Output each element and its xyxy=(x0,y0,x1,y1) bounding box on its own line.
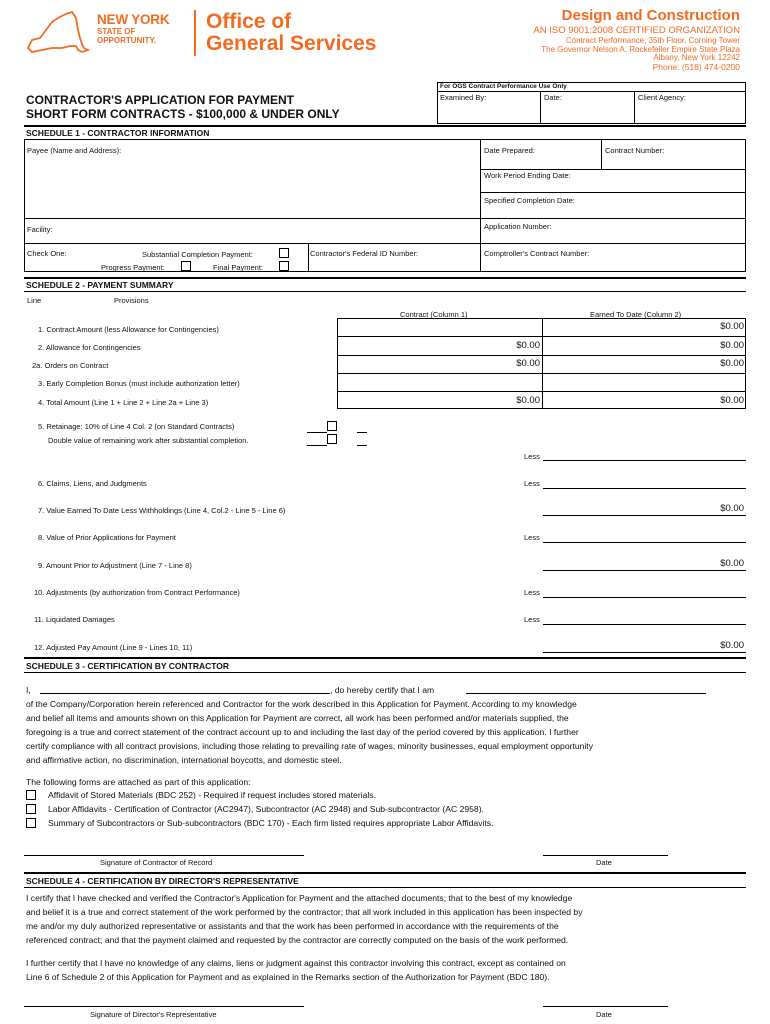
contractor-date-label: Date xyxy=(596,858,612,867)
line2a-col2-value[interactable]: $0.00 xyxy=(720,358,744,369)
forms-intro: The following forms are attached as part of this application: xyxy=(26,777,251,787)
substantial-completion-label: Substantial Completion Payment: xyxy=(142,250,253,259)
form1-label: Affidavit of Stored Materials (BDC 252) - Required if request includes stored materials. xyxy=(48,790,376,800)
line2-label: 2. Allowance for Contingencies xyxy=(38,343,141,352)
line2a-label: 2a. Orders on Contract xyxy=(32,361,109,370)
new-york-state-map-icon xyxy=(22,8,90,58)
retainage-double-checkbox[interactable] xyxy=(327,434,337,444)
examined-by-field[interactable]: Examined By: xyxy=(440,93,487,102)
line5-less: Less xyxy=(524,452,540,461)
certify-i: I, xyxy=(26,685,31,695)
federal-id-field[interactable]: Contractor's Federal ID Number: xyxy=(310,249,419,258)
line11-less: Less xyxy=(524,615,540,624)
line9-value[interactable]: $0.00 xyxy=(720,558,744,569)
s4-para2-line2: Line 6 of Schedule 2 of this Application for Payment and as explained in the Remarks section of the Authorization for Payment (BDC 180). xyxy=(26,972,550,982)
form3-label: Summary of Subcontractors or Sub-subcontractors (BDC 170) - Each firm listed requires appropriate Labor Affidavits. xyxy=(48,818,494,828)
ny-logo-line1: NEW YORK xyxy=(97,12,170,27)
line7-label: 7. Value Earned To Date Less Withholdings (Line 4, Col.2 - Line 5 - Line 6) xyxy=(38,506,286,515)
contractor-date-line[interactable] xyxy=(543,855,668,856)
s3-para-line5: and affirmative action, no discrimination, international boycotts, and domestic steel. xyxy=(26,755,342,765)
final-payment-label: Final Payment: xyxy=(213,263,264,272)
s3-para-line4: certify compliance with all contract provisions, including those relating to prevailing rate of wages, minority businesses, equal employment opportunity xyxy=(26,741,593,751)
final-payment-checkbox[interactable] xyxy=(279,261,289,271)
summary-subcontractors-checkbox[interactable] xyxy=(26,818,36,828)
ogs-name-line2: General Services xyxy=(206,32,377,55)
line8-label: 8. Value of Prior Applications for Payment xyxy=(38,533,176,542)
line2a-col1-value[interactable]: $0.00 xyxy=(516,358,540,369)
director-date-line[interactable] xyxy=(543,1006,668,1007)
line4-col2-value[interactable]: $0.00 xyxy=(720,395,744,406)
director-date-label: Date xyxy=(596,1010,612,1019)
form2-label: Labor Affidavits - Certification of Contractor (AC2947), Subcontractor (AC 2948) and Sub-subcontractor (AC 2958). xyxy=(48,804,484,814)
line6-less: Less xyxy=(524,479,540,488)
date-prepared-field[interactable]: Date Prepared: xyxy=(484,146,535,155)
contractor-name-line[interactable] xyxy=(40,693,330,694)
ogs-name-line1: Office of xyxy=(206,10,292,33)
s4-para-line2: and belief it is a true and correct statement of the work performed by the contractor; that all work included in this application has been inspected by xyxy=(26,907,583,917)
line12-value[interactable]: $0.00 xyxy=(720,640,744,651)
phone: Phone: (518) 474-0200 xyxy=(652,62,740,72)
progress-payment-checkbox[interactable] xyxy=(181,261,191,271)
facility-field[interactable]: Facility: xyxy=(27,225,53,234)
form-title-line1: CONTRACTOR'S APPLICATION FOR PAYMENT xyxy=(26,93,294,107)
line10-less: Less xyxy=(524,588,540,597)
substantial-completion-checkbox[interactable] xyxy=(279,248,289,258)
progress-payment-label: Progress Payment: xyxy=(101,263,165,272)
contractor-signature-label: Signature of Contractor of Record xyxy=(100,858,213,867)
line1-col2-value[interactable]: $0.00 xyxy=(720,321,744,332)
address-line1: Contract Performance, 35th Floor, Corning Tower xyxy=(565,36,740,45)
contract-number-field[interactable]: Contract Number: xyxy=(605,146,665,155)
contractor-title-line[interactable] xyxy=(466,693,706,694)
address-line2: The Governor Nelson A. Rockefeller Empire State Plaza xyxy=(541,45,740,54)
ny-logo-line3: OPPORTUNITY. xyxy=(97,36,157,45)
s4-para2-line1: I further certify that I have no knowledge of any claims, liens or judgment against this contractor involving this contract, except as contained on xyxy=(26,958,566,968)
s3-para-line2: and belief all items and amounts shown on this Application for Payment are correct, all work has been performed and/or materials supplied, the xyxy=(26,713,569,723)
check-one-label: Check One: xyxy=(27,249,67,258)
s3-para-line3: foregoing is a true and correct statement of the contract account up to and including the last day of the period covered by this application. I further xyxy=(26,727,579,737)
s3-para-line1: of the Company/Corporation herein referenced and Contractor for the work described in this Application for Payment. According to my knowledge xyxy=(26,699,577,709)
line12-label: 12. Adjusted Pay Amount (Line 9 - Lines 10, 11) xyxy=(34,643,193,652)
dc-cert: AN ISO 9001:2008 CERTIFIED ORGANIZATION xyxy=(533,25,740,36)
col-line-header: Line xyxy=(27,296,42,305)
labor-affidavits-checkbox[interactable] xyxy=(26,804,36,814)
form-title-line2: SHORT FORM CONTRACTS - $100,000 & UNDER ONLY xyxy=(26,107,340,121)
line2-col1-value[interactable]: $0.00 xyxy=(516,340,540,351)
line7-value[interactable]: $0.00 xyxy=(720,503,744,514)
s4-para-line4: referenced contract; and that the payment claimed and requested by the contractor are correctly computed on the basis of the work performed. xyxy=(26,935,569,945)
schedule4-heading: SCHEDULE 4 - CERTIFICATION BY DIRECTOR'S REPRESENTATIVE xyxy=(26,876,299,886)
work-period-field[interactable]: Work Period Ending Date: xyxy=(484,171,571,180)
certify-text: , do hereby certify that I am xyxy=(330,685,435,695)
line3-label: 3. Early Completion Bonus (must include authorization letter) xyxy=(38,379,240,388)
client-agency-field[interactable]: Client Agency: xyxy=(638,93,686,102)
contractor-signature-line[interactable] xyxy=(24,855,304,856)
schedule3-heading: SCHEDULE 3 - CERTIFICATION BY CONTRACTOR xyxy=(26,661,230,671)
comptroller-contract-field[interactable]: Comptroller's Contract Number: xyxy=(484,249,590,258)
line8-less: Less xyxy=(524,533,540,542)
ny-logo-line2: STATE OF xyxy=(97,27,136,36)
address-line3: Albany, New York 12242 xyxy=(653,53,740,62)
line10-label: 10. Adjustments (by authorization from Contract Performance) xyxy=(34,588,240,597)
line4-label: 4. Total Amount (Line 1 + Line 2 + Line 2a + Line 3) xyxy=(38,398,209,407)
application-number-field[interactable]: Application Number: xyxy=(484,222,552,231)
s4-para-line1: I certify that I have checked and verified the Contractor's Application for Payment and the attached documents; that to the best of my knowledge xyxy=(26,893,573,903)
line2-col2-value[interactable]: $0.00 xyxy=(720,340,744,351)
line4-col1-value[interactable]: $0.00 xyxy=(516,395,540,406)
line5-label: 5. Retainage: 10% of Line 4 Col. 2 (on Standard Contracts) xyxy=(38,422,235,431)
col1-header: Contract (Column 1) xyxy=(400,310,468,319)
line5b-label: Double value of remaining work after substantial completion. xyxy=(48,436,249,445)
director-signature-line[interactable] xyxy=(24,1006,304,1007)
line9-label: 9. Amount Prior to Adjustment (Line 7 - Line 8) xyxy=(38,561,192,570)
affidavit-stored-materials-checkbox[interactable] xyxy=(26,790,36,800)
ogs-box-heading: For OGS Contract Performance Use Only xyxy=(440,83,567,90)
line11-label: 11. Liquidated Damages xyxy=(34,615,115,624)
schedule1-heading: SCHEDULE 1 - CONTRACTOR INFORMATION xyxy=(26,128,210,138)
col-provisions-header: Provisions xyxy=(114,296,149,305)
ogs-date-field[interactable]: Date: xyxy=(544,93,562,102)
dc-title: Design and Construction xyxy=(561,7,740,24)
line6-label: 6. Claims, Liens, and Judgments xyxy=(38,479,147,488)
col2-header: Earned To Date (Column 2) xyxy=(590,310,682,319)
retainage-10pct-checkbox[interactable] xyxy=(327,421,337,431)
director-signature-label: Signature of Director's Representative xyxy=(90,1010,217,1019)
payee-field[interactable]: Payee (Name and Address): xyxy=(27,146,122,155)
schedule2-heading: SCHEDULE 2 - PAYMENT SUMMARY xyxy=(26,280,174,290)
line1-label: 1. Contract Amount (less Allowance for Contingencies) xyxy=(38,325,219,334)
specified-completion-field[interactable]: Specified Completion Date: xyxy=(484,196,575,205)
s4-para-line3: me and/or my duly authorized representative or assistants and that the work has been performed in accordance with the requirements of the xyxy=(26,921,559,931)
logo-divider xyxy=(194,10,196,56)
